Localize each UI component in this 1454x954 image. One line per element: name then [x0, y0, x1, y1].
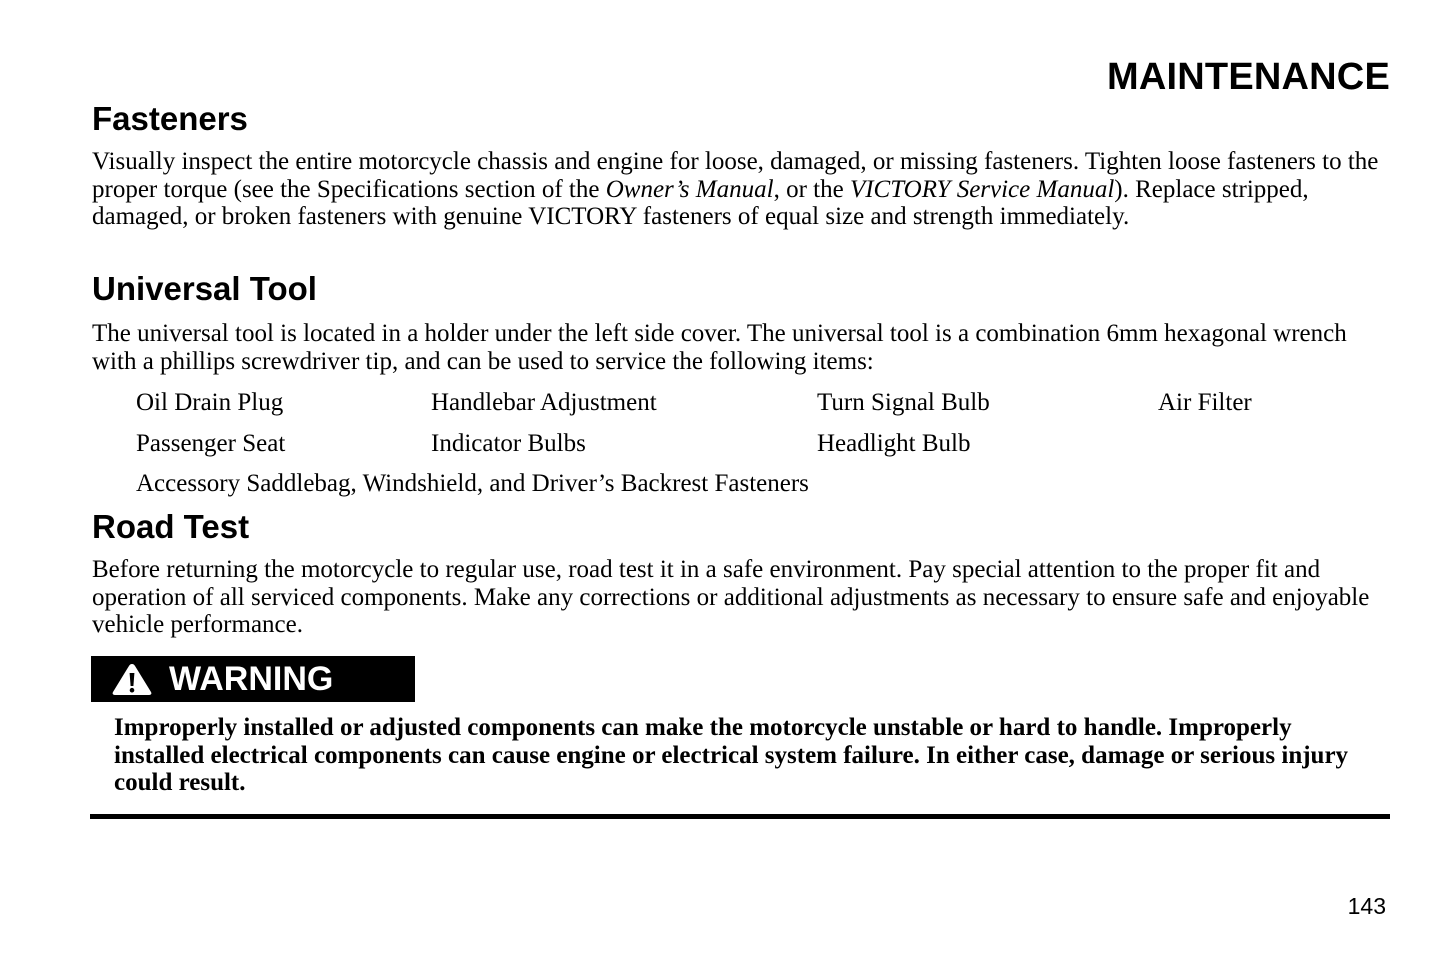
- list-item-headlight-bulb: Headlight Bulb: [817, 430, 971, 457]
- service-manual-reference: VICTORY Service Manual: [849, 175, 1115, 203]
- fasteners-text-part-1: Visually inspect the entire motorcycle chassis and engine for loose, damaged, or missing fasteners. Tighten loose fasteners to the proper torque (see the Specifications section of the: [92, 148, 1379, 203]
- bottom-divider: [90, 814, 1390, 819]
- list-item-air-filter: Air Filter: [1158, 389, 1252, 416]
- list-item-oil-drain-plug: Oil Drain Plug: [136, 389, 284, 416]
- universal-tool-paragraph: The universal tool is located in a holder under the left side cover. The universal tool is a combination 6mm hexagonal wrench with a phillips screwdriver tip, and can be used to service the following items:: [92, 320, 1347, 375]
- list-item-passenger-seat: Passenger Seat: [136, 430, 286, 457]
- warning-label: WARNING: [169, 660, 334, 698]
- section-title: MAINTENANCE: [1107, 56, 1390, 98]
- fasteners-heading: Fasteners: [92, 100, 248, 137]
- road-test-paragraph: Before returning the motorcycle to regular use, road test it in a safe environment. Pay special attention to the proper fit and operation of all serviced components. Make any corrections or additional adjustments as necessary to ensure safe and enjoyable vehicle performance.: [92, 556, 1370, 638]
- list-item-accessory-fasteners: Accessory Saddlebag, Windshield, and Driver’s Backrest Fasteners: [136, 470, 809, 497]
- warning-triangle-icon: [111, 662, 153, 696]
- universal-tool-heading: Universal Tool: [92, 270, 317, 307]
- fasteners-paragraph: [92, 148, 1392, 231]
- owners-manual-reference: Owner’s Manual: [605, 175, 774, 203]
- warning-text: Improperly installed or adjusted components can make the motorcycle unstable or hard to handle. Improperly installed electrical components can cause engine or electrical system failure. In either case, damage or serious injury could result.: [114, 714, 1349, 796]
- fasteners-text-part-3: ). Replace stripped, damaged, or broken fasteners with genuine VICTORY fasteners of equal size and strength immediately.: [92, 175, 1309, 230]
- list-item-indicator-bulbs: Indicator Bulbs: [431, 430, 586, 457]
- road-test-heading: Road Test: [92, 508, 250, 545]
- list-item-handlebar-adjustment: Handlebar Adjustment: [431, 389, 657, 416]
- fasteners-text-part-2: , or the: [773, 175, 850, 203]
- list-item-turn-signal-bulb: Turn Signal Bulb: [817, 389, 990, 416]
- warning-banner: [91, 656, 415, 702]
- page-number: 143: [1347, 893, 1386, 919]
